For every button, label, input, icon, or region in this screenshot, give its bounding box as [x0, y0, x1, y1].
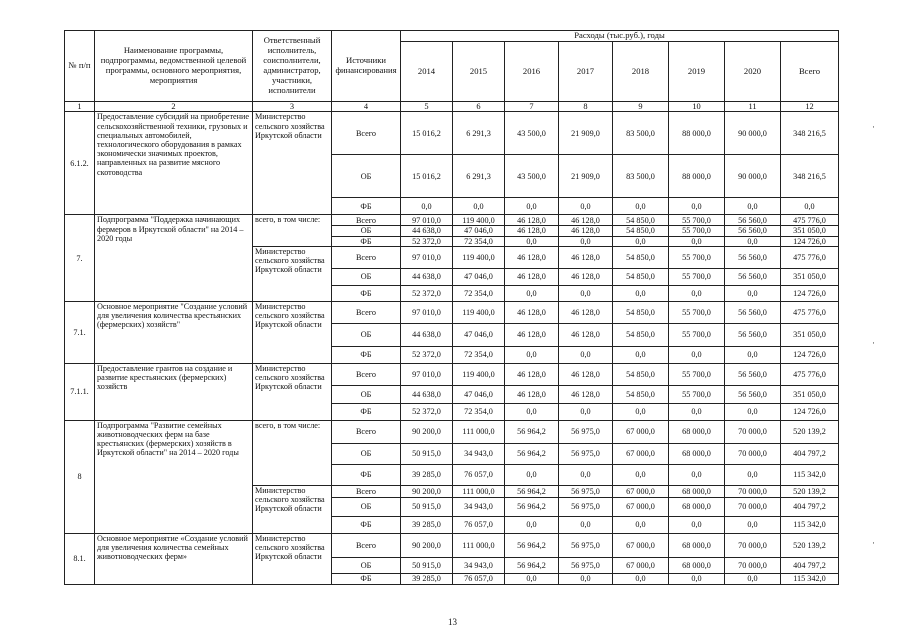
year-value-cell: 0,0	[559, 236, 613, 246]
year-value-cell: 55 700,0	[669, 215, 725, 226]
year-value-cell: 56 964,2	[505, 557, 559, 573]
year-value-cell: 68 000,0	[669, 497, 725, 516]
item-executor: всего, в том числе:	[253, 420, 332, 485]
total-cell: 124 726,0	[781, 285, 839, 301]
total-cell: 351 050,0	[781, 226, 839, 236]
funding-source: Всего	[332, 363, 401, 385]
funding-source: ОБ	[332, 443, 401, 464]
margin-dot: ·	[872, 538, 875, 548]
table-row	[65, 533, 839, 557]
total-cell: 124 726,0	[781, 236, 839, 246]
total-cell: 115 342,0	[781, 516, 839, 533]
item-executor: Министерство сельского хозяйства Иркутской области	[253, 485, 332, 533]
column-number: 5	[401, 102, 453, 112]
year-value-cell: 90 200,0	[401, 420, 453, 443]
item-executor: Министерство сельского хозяйства Иркутской области	[253, 533, 332, 584]
year-value-cell: 46 128,0	[505, 268, 559, 285]
year-value-cell: 68 000,0	[669, 443, 725, 464]
year-value-cell: 0,0	[401, 198, 453, 215]
year-value-cell: 46 128,0	[559, 215, 613, 226]
year-value-cell: 97 010,0	[401, 301, 453, 323]
funding-source: ОБ	[332, 323, 401, 346]
column-number: 8	[559, 102, 613, 112]
funding-source: ФБ	[332, 464, 401, 485]
year-value-cell: 39 285,0	[401, 573, 453, 584]
year-value-cell: 0,0	[725, 285, 781, 301]
year-value-cell: 70 000,0	[725, 485, 781, 497]
funding-source: ФБ	[332, 516, 401, 533]
year-value-cell: 0,0	[725, 516, 781, 533]
table-row	[65, 363, 839, 385]
year-value-cell: 46 128,0	[505, 301, 559, 323]
year-value-cell: 68 000,0	[669, 485, 725, 497]
funding-source: Всего	[332, 485, 401, 497]
year-value-cell: 56 560,0	[725, 268, 781, 285]
funding-source: Всего	[332, 420, 401, 443]
year-value-cell: 72 354,0	[453, 285, 505, 301]
year-value-cell: 0,0	[505, 516, 559, 533]
year-value-cell: 0,0	[669, 573, 725, 584]
year-value-cell: 67 000,0	[613, 485, 669, 497]
year-value-cell: 54 850,0	[613, 226, 669, 236]
total-cell: 115 342,0	[781, 464, 839, 485]
year-value-cell: 56 975,0	[559, 533, 613, 557]
header-year: 2014	[401, 42, 453, 102]
total-cell: 520 139,2	[781, 533, 839, 557]
year-value-cell: 70 000,0	[725, 420, 781, 443]
year-value-cell: 56 975,0	[559, 557, 613, 573]
year-value-cell: 6 291,3	[453, 112, 505, 155]
column-number: 4	[332, 102, 401, 112]
year-value-cell: 0,0	[505, 346, 559, 363]
header-total: Всего	[781, 42, 839, 102]
year-value-cell: 46 128,0	[559, 385, 613, 403]
year-value-cell: 56 975,0	[559, 485, 613, 497]
year-value-cell: 44 638,0	[401, 385, 453, 403]
year-value-cell: 54 850,0	[613, 246, 669, 268]
header-year: 2016	[505, 42, 559, 102]
year-value-cell: 50 915,0	[401, 443, 453, 464]
year-value-cell: 56 560,0	[725, 226, 781, 236]
funding-source: Всего	[332, 301, 401, 323]
margin-dot: ·	[872, 338, 875, 348]
year-value-cell: 56 964,2	[505, 420, 559, 443]
total-cell: 351 050,0	[781, 385, 839, 403]
year-value-cell: 56 975,0	[559, 443, 613, 464]
year-value-cell: 97 010,0	[401, 246, 453, 268]
total-cell: 404 797,2	[781, 497, 839, 516]
year-value-cell: 72 354,0	[453, 346, 505, 363]
year-value-cell: 55 700,0	[669, 246, 725, 268]
item-number: 8	[65, 420, 95, 533]
year-value-cell: 55 700,0	[669, 385, 725, 403]
funding-source: Всего	[332, 533, 401, 557]
item-number: 8.1.	[65, 533, 95, 584]
total-cell: 124 726,0	[781, 403, 839, 420]
year-value-cell: 0,0	[613, 464, 669, 485]
year-value-cell: 46 128,0	[505, 226, 559, 236]
year-value-cell: 90 000,0	[725, 112, 781, 155]
item-executor: Министерство сельского хозяйства Иркутской области	[253, 112, 332, 215]
funding-source: ОБ	[332, 226, 401, 236]
funding-source: ФБ	[332, 285, 401, 301]
year-value-cell: 56 975,0	[559, 497, 613, 516]
year-value-cell: 39 285,0	[401, 464, 453, 485]
total-cell: 351 050,0	[781, 268, 839, 285]
header-year: 2020	[725, 42, 781, 102]
year-value-cell: 44 638,0	[401, 268, 453, 285]
year-value-cell: 47 046,0	[453, 385, 505, 403]
year-value-cell: 119 400,0	[453, 215, 505, 226]
year-value-cell: 56 964,2	[505, 533, 559, 557]
item-name: Основное мероприятие «Создание условий для увеличения количества семейных животноводческих ферм»	[95, 533, 253, 584]
item-name: Основное мероприятие "Создание условий для увеличения количества крестьянских (фермерских) хозяйств"	[95, 301, 253, 363]
funding-source: ОБ	[332, 268, 401, 285]
total-cell: 475 776,0	[781, 363, 839, 385]
year-value-cell: 0,0	[559, 285, 613, 301]
year-value-cell: 111 000,0	[453, 533, 505, 557]
year-value-cell: 54 850,0	[613, 363, 669, 385]
year-value-cell: 0,0	[505, 403, 559, 420]
year-value-cell: 0,0	[559, 346, 613, 363]
header-year: 2019	[669, 42, 725, 102]
year-value-cell: 54 850,0	[613, 385, 669, 403]
item-executor: всего, в том числе:	[253, 215, 332, 246]
item-number: 6.1.2.	[65, 112, 95, 215]
column-number: 10	[669, 102, 725, 112]
budget-table-sheet	[64, 30, 839, 585]
total-cell: 404 797,2	[781, 443, 839, 464]
year-value-cell: 68 000,0	[669, 557, 725, 573]
year-value-cell: 46 128,0	[559, 268, 613, 285]
year-value-cell: 0,0	[725, 236, 781, 246]
budget-table	[64, 30, 839, 585]
year-value-cell: 0,0	[505, 198, 559, 215]
year-value-cell: 0,0	[669, 198, 725, 215]
column-number: 6	[453, 102, 505, 112]
year-value-cell: 0,0	[669, 403, 725, 420]
year-value-cell: 97 010,0	[401, 215, 453, 226]
year-value-cell: 83 500,0	[613, 155, 669, 198]
item-executor: Министерство сельского хозяйства Иркутской области	[253, 246, 332, 301]
total-cell: 348 216,5	[781, 112, 839, 155]
total-cell: 0,0	[781, 198, 839, 215]
year-value-cell: 56 560,0	[725, 385, 781, 403]
year-value-cell: 0,0	[669, 464, 725, 485]
year-value-cell: 44 638,0	[401, 323, 453, 346]
year-value-cell: 90 200,0	[401, 485, 453, 497]
year-value-cell: 34 943,0	[453, 497, 505, 516]
year-value-cell: 55 700,0	[669, 268, 725, 285]
year-value-cell: 56 975,0	[559, 420, 613, 443]
item-name: Подпрограмма "Поддержка начинающих фермеров в Иркутской области" на 2014 – 2020 годы	[95, 215, 253, 301]
year-value-cell: 46 128,0	[505, 246, 559, 268]
year-value-cell: 0,0	[725, 403, 781, 420]
year-value-cell: 119 400,0	[453, 363, 505, 385]
year-value-cell: 0,0	[505, 573, 559, 584]
year-value-cell: 0,0	[613, 236, 669, 246]
total-cell: 115 342,0	[781, 573, 839, 584]
funding-source: ОБ	[332, 155, 401, 198]
year-value-cell: 111 000,0	[453, 485, 505, 497]
year-value-cell: 67 000,0	[613, 420, 669, 443]
year-value-cell: 0,0	[613, 516, 669, 533]
year-value-cell: 56 560,0	[725, 363, 781, 385]
year-value-cell: 0,0	[725, 573, 781, 584]
year-value-cell: 72 354,0	[453, 403, 505, 420]
year-value-cell: 111 000,0	[453, 420, 505, 443]
year-value-cell: 47 046,0	[453, 323, 505, 346]
column-number: 12	[781, 102, 839, 112]
year-value-cell: 90 000,0	[725, 155, 781, 198]
year-value-cell: 56 560,0	[725, 323, 781, 346]
table-row	[65, 112, 839, 155]
year-value-cell: 46 128,0	[559, 363, 613, 385]
year-value-cell: 76 057,0	[453, 573, 505, 584]
year-value-cell: 56 964,2	[505, 485, 559, 497]
column-number: 7	[505, 102, 559, 112]
year-value-cell: 0,0	[505, 236, 559, 246]
year-value-cell: 0,0	[613, 573, 669, 584]
year-value-cell: 55 700,0	[669, 301, 725, 323]
year-value-cell: 68 000,0	[669, 420, 725, 443]
year-value-cell: 46 128,0	[505, 385, 559, 403]
table-row	[65, 215, 839, 226]
year-value-cell: 67 000,0	[613, 497, 669, 516]
year-value-cell: 0,0	[669, 285, 725, 301]
year-value-cell: 0,0	[559, 198, 613, 215]
table-row	[65, 420, 839, 443]
year-value-cell: 54 850,0	[613, 268, 669, 285]
item-number: 7.	[65, 215, 95, 301]
total-cell: 475 776,0	[781, 215, 839, 226]
year-value-cell: 52 372,0	[401, 285, 453, 301]
year-value-cell: 0,0	[725, 464, 781, 485]
year-value-cell: 76 057,0	[453, 464, 505, 485]
year-value-cell: 70 000,0	[725, 533, 781, 557]
item-executor: Министерство сельского хозяйства Иркутской области	[253, 301, 332, 363]
funding-source: ФБ	[332, 403, 401, 420]
year-value-cell: 0,0	[559, 516, 613, 533]
year-value-cell: 55 700,0	[669, 226, 725, 236]
funding-source: ФБ	[332, 236, 401, 246]
column-number: 1	[65, 102, 95, 112]
total-cell: 520 139,2	[781, 485, 839, 497]
year-value-cell: 21 909,0	[559, 155, 613, 198]
year-value-cell: 0,0	[725, 198, 781, 215]
year-value-cell: 0,0	[453, 198, 505, 215]
item-number: 7.1.1.	[65, 363, 95, 420]
year-value-cell: 46 128,0	[505, 323, 559, 346]
year-value-cell: 15 016,2	[401, 155, 453, 198]
year-value-cell: 52 372,0	[401, 236, 453, 246]
year-value-cell: 83 500,0	[613, 112, 669, 155]
year-value-cell: 46 128,0	[559, 301, 613, 323]
total-cell: 351 050,0	[781, 323, 839, 346]
year-value-cell: 0,0	[613, 403, 669, 420]
year-value-cell: 0,0	[669, 516, 725, 533]
year-value-cell: 119 400,0	[453, 246, 505, 268]
year-value-cell: 0,0	[725, 346, 781, 363]
year-value-cell: 52 372,0	[401, 346, 453, 363]
year-value-cell: 43 500,0	[505, 155, 559, 198]
header-year: 2017	[559, 42, 613, 102]
year-value-cell: 0,0	[505, 464, 559, 485]
year-value-cell: 0,0	[613, 346, 669, 363]
year-value-cell: 0,0	[613, 198, 669, 215]
header-name: Наименование программы, подпрограммы, ведомственной целевой программы, основного мероприятия, мероприятия	[95, 31, 253, 102]
year-value-cell: 44 638,0	[401, 226, 453, 236]
year-value-cell: 56 560,0	[725, 301, 781, 323]
year-value-cell: 34 943,0	[453, 443, 505, 464]
funding-source: ОБ	[332, 557, 401, 573]
year-value-cell: 68 000,0	[669, 533, 725, 557]
year-value-cell: 0,0	[559, 464, 613, 485]
year-value-cell: 55 700,0	[669, 323, 725, 346]
column-number: 9	[613, 102, 669, 112]
column-number: 3	[253, 102, 332, 112]
year-value-cell: 56 560,0	[725, 215, 781, 226]
year-value-cell: 50 915,0	[401, 557, 453, 573]
header-year: 2018	[613, 42, 669, 102]
year-value-cell: 56 560,0	[725, 246, 781, 268]
year-value-cell: 67 000,0	[613, 533, 669, 557]
item-executor: Министерство сельского хозяйства Иркутской области	[253, 363, 332, 420]
year-value-cell: 0,0	[613, 285, 669, 301]
year-value-cell: 90 200,0	[401, 533, 453, 557]
year-value-cell: 0,0	[669, 236, 725, 246]
funding-source: Всего	[332, 246, 401, 268]
funding-source: ФБ	[332, 346, 401, 363]
year-value-cell: 46 128,0	[505, 215, 559, 226]
year-value-cell: 47 046,0	[453, 268, 505, 285]
item-name: Предоставление субсидий на приобретение сельскохозяйственной техники, грузовых и специальных автомобилей, технологического оборудования в рамках экономически значимых проектов, направленных на развитие мясного скотоводства	[95, 112, 253, 215]
year-value-cell: 0,0	[559, 573, 613, 584]
year-value-cell: 97 010,0	[401, 363, 453, 385]
year-value-cell: 39 285,0	[401, 516, 453, 533]
margin-dot: ·	[872, 122, 875, 132]
column-number: 2	[95, 102, 253, 112]
funding-source: ОБ	[332, 497, 401, 516]
year-value-cell: 46 128,0	[505, 363, 559, 385]
year-value-cell: 56 964,2	[505, 497, 559, 516]
year-value-cell: 34 943,0	[453, 557, 505, 573]
item-number: 7.1.	[65, 301, 95, 363]
year-value-cell: 6 291,3	[453, 155, 505, 198]
year-value-cell: 119 400,0	[453, 301, 505, 323]
total-cell: 475 776,0	[781, 246, 839, 268]
year-value-cell: 55 700,0	[669, 363, 725, 385]
year-value-cell: 88 000,0	[669, 112, 725, 155]
year-value-cell: 0,0	[505, 285, 559, 301]
year-value-cell: 70 000,0	[725, 443, 781, 464]
year-value-cell: 54 850,0	[613, 323, 669, 346]
total-cell: 348 216,5	[781, 155, 839, 198]
funding-source: ФБ	[332, 198, 401, 215]
year-value-cell: 52 372,0	[401, 403, 453, 420]
year-value-cell: 0,0	[559, 403, 613, 420]
item-name: Предоставление грантов на создание и развитие крестьянских (фермерских) хозяйств	[95, 363, 253, 420]
year-value-cell: 50 915,0	[401, 497, 453, 516]
year-value-cell: 47 046,0	[453, 226, 505, 236]
year-value-cell: 72 354,0	[453, 236, 505, 246]
total-cell: 124 726,0	[781, 346, 839, 363]
header-year: 2015	[453, 42, 505, 102]
year-value-cell: 46 128,0	[559, 226, 613, 236]
page-number: 13	[448, 617, 457, 627]
year-value-cell: 21 909,0	[559, 112, 613, 155]
year-value-cell: 67 000,0	[613, 557, 669, 573]
year-value-cell: 54 850,0	[613, 301, 669, 323]
funding-source: ОБ	[332, 385, 401, 403]
year-value-cell: 88 000,0	[669, 155, 725, 198]
year-value-cell: 0,0	[669, 346, 725, 363]
total-cell: 404 797,2	[781, 557, 839, 573]
header-sources: Источники финансирования	[332, 31, 401, 102]
header-num: № п/п	[65, 31, 95, 102]
year-value-cell: 56 964,2	[505, 443, 559, 464]
funding-source: ФБ	[332, 573, 401, 584]
header-executor: Ответственный исполнитель, соисполнители, администратор, участники, исполнители	[253, 31, 332, 102]
year-value-cell: 76 057,0	[453, 516, 505, 533]
year-value-cell: 46 128,0	[559, 246, 613, 268]
year-value-cell: 46 128,0	[559, 323, 613, 346]
year-value-cell: 54 850,0	[613, 215, 669, 226]
column-number: 11	[725, 102, 781, 112]
funding-source: Всего	[332, 215, 401, 226]
funding-source: Всего	[332, 112, 401, 155]
year-value-cell: 43 500,0	[505, 112, 559, 155]
item-name: Подпрограмма "Развитие семейных животноводческих ферм на базе крестьянских (фермерских) хозяйств в Иркутской области" на 2014 – 2020 годы	[95, 420, 253, 533]
year-value-cell: 15 016,2	[401, 112, 453, 155]
year-value-cell: 70 000,0	[725, 497, 781, 516]
total-cell: 475 776,0	[781, 301, 839, 323]
year-value-cell: 67 000,0	[613, 443, 669, 464]
year-value-cell: 70 000,0	[725, 557, 781, 573]
total-cell: 520 139,2	[781, 420, 839, 443]
header-costs: Расходы (тыс.руб.), годы	[401, 31, 839, 42]
table-row	[65, 301, 839, 323]
